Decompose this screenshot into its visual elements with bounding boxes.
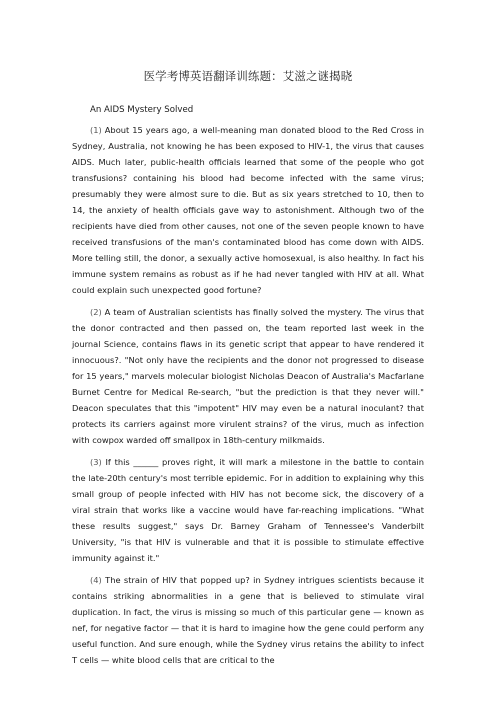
paragraph-text: About 15 years ago, a well-meaning man donated blood to the Red Cross in Sydney, Australia, not knowing he has been exposed to HIV-1, the virus that causes AIDS. Much later, public-health officials learned that some of the people who got transfusions? containing his blood had become infected with the same virus; presumably they were almost sure to die. But as six years stretched to 10, then to 14, the anxiety of health officials gave way to astonishment. Although two of the recipients have died from other causes, not one of the seven people known to have received transfusions of the man's contaminated blood has come down with AIDS. More telling still, the donor, a sexually active homosexual, is also healthy. In fact his immune system remains as robust as if he had never tangled with HIV at all. What could explain such unexpected good fortune? (72, 125, 425, 295)
paragraph-number: (1) (90, 125, 102, 135)
paragraph-4 (72, 572, 424, 668)
document-body (72, 104, 424, 674)
paragraph-3 (72, 454, 424, 566)
paragraph-text: If this ______ proves right, it will mark a milestone in the battle to contain the late-20th century's most terrible epidemic. For in addition to explaining why this small group of people infected with HIV has not become sick, the discovery of a viral strain that works like a vaccine would have far-reaching implications. "What these results suggest," says Dr. Barney Graham of Tennessee's Vanderbilt University, "is that HIV is vulnerable and that it is possible to stimulate effective immunity against it." (72, 457, 424, 563)
paragraph-number: (4) (90, 575, 102, 585)
paragraph-2 (72, 304, 424, 448)
paragraph-text: The strain of HIV that popped up? in Sydney intrigues scientists because it contains striking abnormalities in a gene that is believed to stimulate viral duplication. In fact, the virus is missing so much of this particular gene — known as nef, for negative factor — that it is hard to imagine how the gene could perform any useful function. And sure enough, while the Sydney virus retains the ability to infect T cells — white blood cells that are critical to the (72, 575, 424, 665)
article-subtitle: An AIDS Mystery Solved (90, 105, 194, 115)
paragraph-number: (3) (90, 457, 102, 467)
paragraph-number: (2) (90, 307, 102, 317)
paragraph-1 (72, 122, 424, 298)
document-title: 医学考博英语翻译训练题：艾滋之谜揭晓 (143, 69, 353, 83)
paragraph-text: A team of Australian scientists has finally solved the mystery. The virus that the donor contracted and then passed on, the team reported last week in the journal Science, contains flaws in its genetic script that appear to have rendered it innocuous?. "Not only have the recipients and the donor not progressed to disease for 15 years," marvels molecular biologist Nicholas Deacon of Australia's Macfarlane Burnet Centre for Medical Re-search, "but the prediction is that they never will." Deacon speculates that this "impotent" HIV may even be a natural inoculant? that protects its carriers against more virulent strains? of the virus, much as infection with cowpox warded off smallpox in 18th-century milkmaids. (72, 307, 424, 445)
